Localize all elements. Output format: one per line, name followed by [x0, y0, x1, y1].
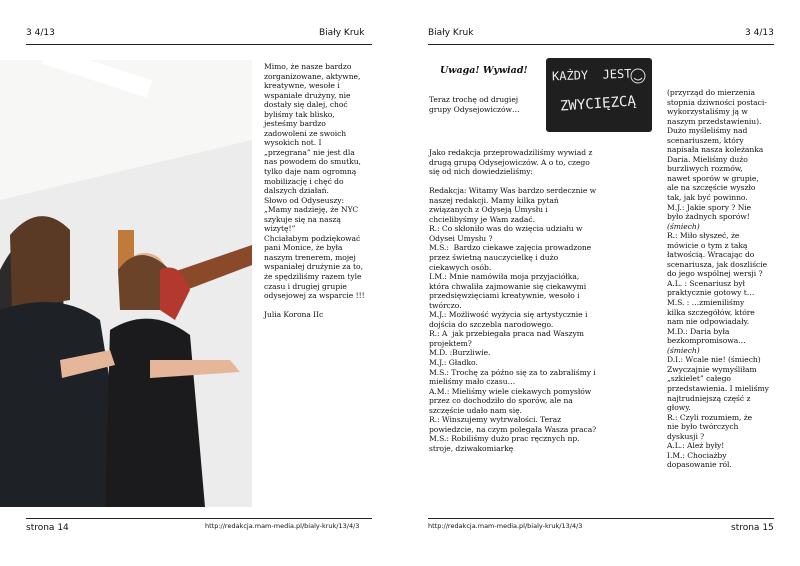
- text-line: wysokich not. I: [264, 138, 322, 148]
- footer-label: strona: [26, 523, 55, 533]
- footer-url[interactable]: http://redakcja.mam-media.pl/bialy-kruk/13/4/3: [428, 522, 583, 530]
- text-line: M.S.: Robiliśmy dużo prac ręcznych np.: [429, 434, 580, 444]
- header-issue: 3 4/13: [745, 28, 774, 38]
- text-line: M.J.: Jakie spory ? Nie: [667, 202, 752, 212]
- text-line: grupy Odysejowiczów…: [429, 104, 520, 114]
- header-rule: [26, 44, 372, 45]
- header-title: Biały Kruk: [428, 28, 474, 38]
- text-line: dopasowanie ról.: [667, 460, 732, 470]
- page-footer-right: [731, 523, 774, 533]
- text-line: związanych z Odyseją Umysłu i: [429, 205, 548, 215]
- text-line: zorganizowane, aktywne,: [264, 71, 361, 81]
- header-rule: [428, 44, 774, 45]
- text-line: najtrudniejszą część z: [667, 393, 751, 403]
- text-line: M.S. : …zmieniliśmy: [667, 298, 745, 308]
- sign-line-1: KAŻDY JEST: [551, 66, 632, 84]
- text-line: powiedzcie, na czym polegała Wasza praca?: [429, 424, 597, 434]
- text-line: projektem?: [429, 338, 472, 348]
- text-line: R.: Winszujemy wytrwałości. Teraz: [429, 415, 562, 425]
- left-article-text: [264, 62, 365, 320]
- text-line: Julia Korona IIc: [264, 310, 324, 320]
- text-line: [429, 177, 596, 187]
- text-line: naszym trenerem, mojej: [264, 252, 356, 262]
- header-issue: 3 4/13: [26, 28, 55, 38]
- text-line: przedsięwzięciami kreatywnie, wesoło i: [429, 291, 580, 301]
- text-line: do jego wspólnej wersji ?: [667, 269, 763, 279]
- text-line: „szkielet” całego: [667, 374, 731, 384]
- sign-line-2: ZWYCIĘZCĄ: [559, 93, 637, 115]
- text-line: naszej redakcji. Mamy kilka pytań: [429, 195, 559, 205]
- text-line: dyskusji ?: [667, 431, 705, 441]
- text-line: kilka szczegółów, które: [667, 307, 755, 317]
- text-line: M.J.: Możliwość wyżycia się artystycznie i: [429, 310, 588, 320]
- text-line: [264, 301, 365, 311]
- text-line: pani Monice, że była: [264, 243, 343, 253]
- text-line: czasu i drugiej grupie: [264, 281, 347, 291]
- text-line: bezkompromisowa…: [667, 336, 746, 346]
- text-line: stroje, dziwakomiarkę: [429, 443, 514, 453]
- text-line: (śmiech): [667, 221, 700, 231]
- text-line: Jako redakcja przeprowadziliśmy wywiad z: [429, 148, 593, 157]
- text-line: było żadnych sporów!: [667, 212, 750, 222]
- text-line: szczęście udało nam się.: [429, 405, 522, 415]
- photo-illustration: [0, 60, 252, 507]
- text-line: „przegrana” nie jest dla: [264, 147, 355, 157]
- text-line: przez co dochodziło do sporów, ale na: [429, 396, 573, 406]
- text-line: jesteśmy bardzo: [264, 119, 326, 129]
- text-line: odysejowej za wsparcie !!!: [264, 291, 365, 301]
- text-line: M.S.: Bardzo ciekawe zajęcia prowadzone: [429, 243, 592, 253]
- footer-label: strona: [731, 523, 760, 533]
- text-line: „Mamy nadzieję, że NYC: [264, 205, 359, 215]
- text-line: Mimo, że nasze bardzo: [264, 62, 352, 71]
- text-line: Słowo od Odyseuszy:: [264, 195, 345, 205]
- text-line: Teraz trochę od drugiej: [429, 95, 519, 104]
- text-line: nas powodem do smutku,: [264, 157, 361, 167]
- text-line: twórczo.: [429, 300, 462, 310]
- text-line: D.I.: Wcale nie! (śmiech): [667, 355, 761, 365]
- text-line: kreatywne, wesołe i: [264, 81, 340, 91]
- text-line: Zwyczajnie wymyśliłam: [667, 364, 757, 374]
- text-line: drugą grupą Odysejowiczów. A o to, czego: [429, 157, 590, 167]
- text-line: naszym przedstawieniu).: [667, 116, 762, 126]
- text-line: M.D. :Burzliwie.: [429, 348, 491, 358]
- article-title: Uwaga! Wywiad!: [440, 65, 528, 76]
- text-line: R.: Co skłoniło was do wzięcia udziału w: [429, 224, 583, 234]
- page-number: 15: [762, 523, 774, 533]
- page-footer-left: [26, 523, 69, 533]
- text-line: głowy.: [667, 403, 691, 413]
- text-line: nam nie odpowiadały.: [667, 317, 750, 327]
- text-line: wizytę!”: [264, 224, 296, 234]
- text-line: A.L. : Scenariusz był: [667, 278, 745, 288]
- text-line: scenariusza, jak doszliście: [667, 259, 768, 269]
- text-line: A.L.: Ależ były!: [667, 441, 725, 451]
- text-line: praktycznie gotowy t…: [667, 288, 755, 298]
- footer-rule: [26, 518, 372, 519]
- text-line: Redakcja: Witamy Was bardzo serdecznie w: [429, 186, 597, 196]
- text-line: M.J.: Gładko.: [429, 358, 478, 368]
- text-line: Chciałabym podziękować: [264, 233, 361, 243]
- page-number: 14: [57, 523, 69, 533]
- text-line: ciekawych osób.: [429, 262, 492, 272]
- text-line: dostały się dalej, choć: [264, 100, 348, 110]
- text-line: mieliśmy mało czasu…: [429, 377, 516, 387]
- interview-column-1: [429, 148, 596, 454]
- text-line: że spędziliśmy razem tyle: [264, 272, 362, 282]
- text-line: dalszych działań.: [264, 186, 329, 196]
- text-line: przedstawienia. I mieliśmy: [667, 383, 769, 393]
- text-line: ale na szczęście wyszło: [667, 183, 756, 193]
- text-line: A.M.: Mieliśmy wiele ciekawych pomysłów: [429, 386, 592, 396]
- text-line: nawet sporów w grupie,: [667, 173, 759, 183]
- smiley-doodle: [546, 58, 652, 132]
- chalkboard-sign-image: [546, 58, 652, 132]
- text-line: napisała nasza koleżanka: [667, 145, 764, 155]
- header-title: Biały Kruk: [319, 28, 365, 38]
- text-line: wykorzystaliśmy ją w: [667, 107, 748, 117]
- text-line: mówicie o tym z taką: [667, 240, 748, 250]
- text-line: łatwością. Wracając do: [667, 250, 755, 260]
- text-line: Dużo myśleliśmy nad: [667, 126, 748, 136]
- text-line: I.M.: Mnie namówiła moja przyjaciółka,: [429, 272, 580, 282]
- text-line: Odysei Umysłu ?: [429, 233, 493, 243]
- text-line: która chwaliła zajmowanie się ciekawymi: [429, 281, 587, 291]
- text-line: przez świetną nauczycielkę i dużo: [429, 253, 559, 263]
- footer-url[interactable]: http://redakcja.mam-media.pl/bialy-kruk/13/4/3: [205, 522, 360, 530]
- text-line: chcielibyśmy je Wam zadać.: [429, 214, 535, 224]
- text-line: I.M.: Chociażby: [667, 450, 727, 460]
- text-line: byliśmy tak blisko,: [264, 109, 335, 119]
- text-line: mobilizację i chęć do: [264, 176, 344, 186]
- text-line: (przyrząd do mierzenia: [667, 88, 756, 97]
- text-line: stopnia dziwności postaci-: [667, 97, 767, 107]
- text-line: wspaniałe drużyny, nie: [264, 90, 351, 100]
- odyssey-team-photo: [0, 60, 252, 507]
- text-line: się od nich dowiedzieliśmy:: [429, 167, 534, 177]
- text-line: Daria. Mieliśmy dużo: [667, 154, 748, 164]
- text-line: burzliwych rozmów,: [667, 164, 743, 174]
- text-line: dojścia do szczebla narodowego.: [429, 319, 554, 329]
- text-line: zadowoleni ze swoich: [264, 128, 347, 138]
- article-intro: [429, 95, 520, 114]
- interview-column-2: [667, 88, 769, 470]
- text-line: M.D.: Daria była: [667, 326, 730, 336]
- text-line: (śmiech): [667, 345, 700, 355]
- text-line: M.S.: Trochę za późno się za to zabraliśmy i: [429, 367, 596, 377]
- text-line: wspaniałej drużynie za to,: [264, 262, 363, 272]
- text-line: R.: A jak przebiegała praca nad Waszym: [429, 329, 584, 339]
- footer-rule: [428, 518, 774, 519]
- text-line: scenariuszem, który: [667, 135, 744, 145]
- text-line: R.: Miło słyszeć, że: [667, 231, 740, 241]
- text-line: tylko daje nam ogromną: [264, 167, 357, 177]
- text-line: nie było twórczych: [667, 422, 739, 432]
- text-line: tak, jak być powinno.: [667, 193, 748, 203]
- text-line: szykuje się na naszą: [264, 214, 341, 224]
- text-line: R.: Czyli rozumiem, że: [667, 412, 753, 422]
